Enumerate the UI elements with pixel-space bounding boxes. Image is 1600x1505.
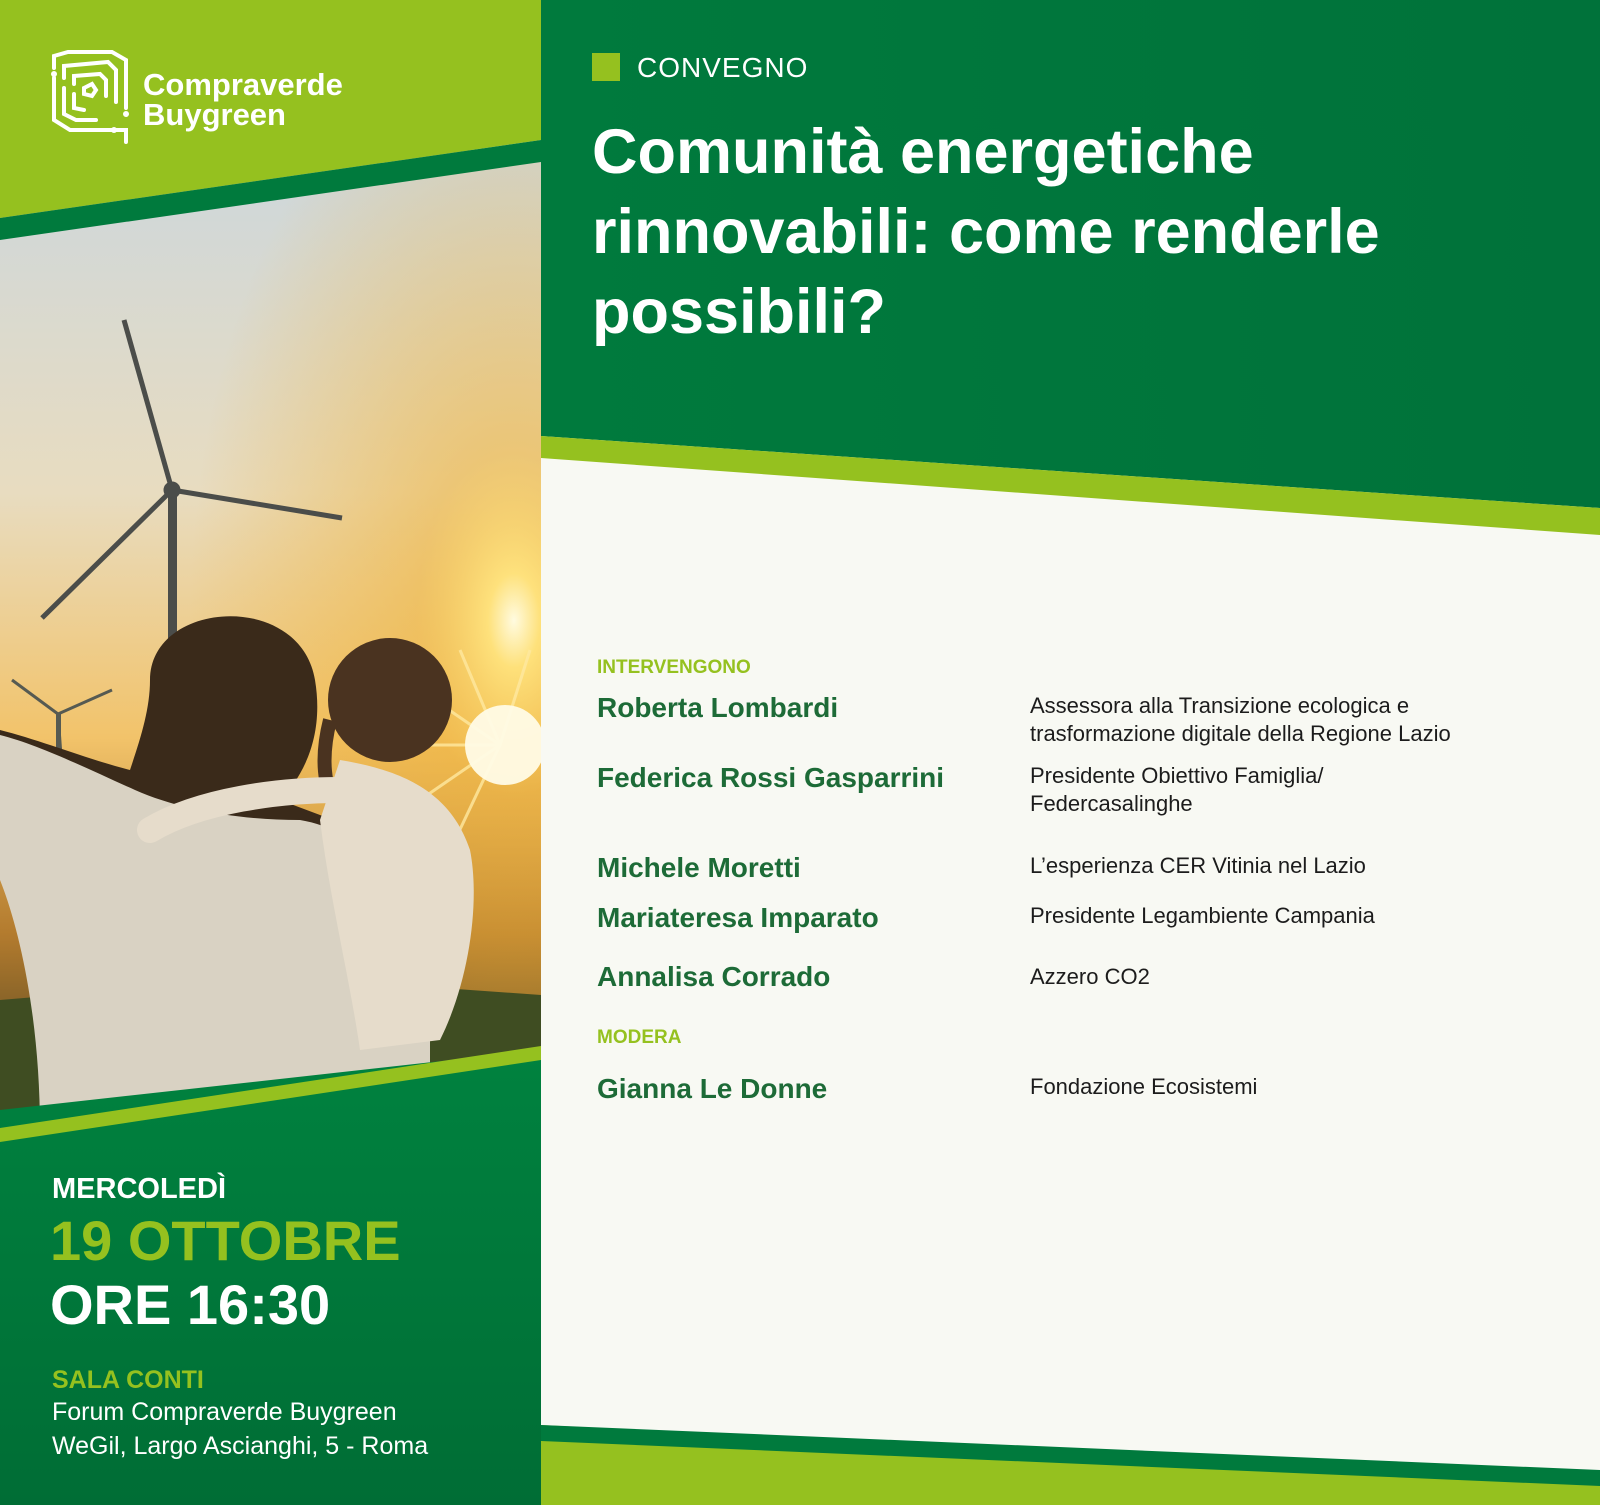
speaker-role: [1030, 692, 1570, 748]
fingerprint-circuit-logo-icon: [48, 48, 132, 144]
speaker-role-line2: Federcasalinghe: [1030, 791, 1193, 816]
speaker-role: [1030, 852, 1570, 880]
speaker-role-line1: Assessora alla Transizione ecologica e: [1030, 693, 1410, 718]
speaker-role: [1030, 762, 1570, 818]
speaker-name: Federica Rossi Gasparrini: [597, 762, 945, 793]
speaker-role-line2: trasformazione digitale della Regione Lazio: [1030, 721, 1451, 746]
event-title: [592, 112, 1380, 352]
hero-photo: [0, 150, 541, 1130]
event-title-line1: Comunità energetiche: [592, 117, 1254, 187]
event-date: 19 OTTOBRE: [50, 1209, 401, 1272]
speaker-name: Michele Moretti: [597, 852, 801, 883]
brand-name: [143, 67, 343, 132]
venue-line2: WeGil, Largo Ascianghi, 5 - Roma: [52, 1432, 429, 1460]
speaker-role-line1: Presidente Legambiente Campania: [1030, 903, 1375, 928]
speaker-name: Mariateresa Imparato: [597, 902, 879, 933]
venue-room: SALA CONTI: [52, 1366, 204, 1394]
speaker-role: [1030, 963, 1570, 991]
event-title-line2: rinnovabili: come renderle: [592, 197, 1380, 267]
moderator-name: Gianna Le Donne: [597, 1073, 828, 1104]
moderator-role: [1030, 1073, 1570, 1101]
event-time: ORE 16:30: [50, 1273, 331, 1336]
venue-line1: Forum Compraverde Buygreen: [52, 1398, 397, 1426]
speaker-role: [1030, 902, 1570, 930]
speaker-role-line1: L’esperienza CER Vitinia nel Lazio: [1030, 853, 1366, 878]
speaker-name: Annalisa Corrado: [597, 961, 831, 992]
moderator-role-line1: Fondazione Ecosistemi: [1030, 1074, 1258, 1099]
square-marker-icon: [592, 53, 620, 81]
speakers-label: INTERVENGONO: [597, 657, 751, 678]
moderator-label: MODERA: [597, 1027, 682, 1048]
speaker-role-line1: Azzero CO2: [1030, 964, 1150, 989]
left-panel: [0, 0, 541, 1505]
event-title-line3: possibili?: [592, 277, 887, 347]
brand-name-line2: Buygreen: [143, 97, 286, 132]
brand-name-line1: Compraverde: [143, 67, 343, 102]
speaker-role-line1: Presidente Obiettivo Famiglia/: [1030, 763, 1324, 788]
speaker-name: Roberta Lombardi: [597, 692, 839, 723]
event-weekday: MERCOLEDÌ: [52, 1173, 226, 1205]
event-category: CONVEGNO: [637, 52, 809, 83]
